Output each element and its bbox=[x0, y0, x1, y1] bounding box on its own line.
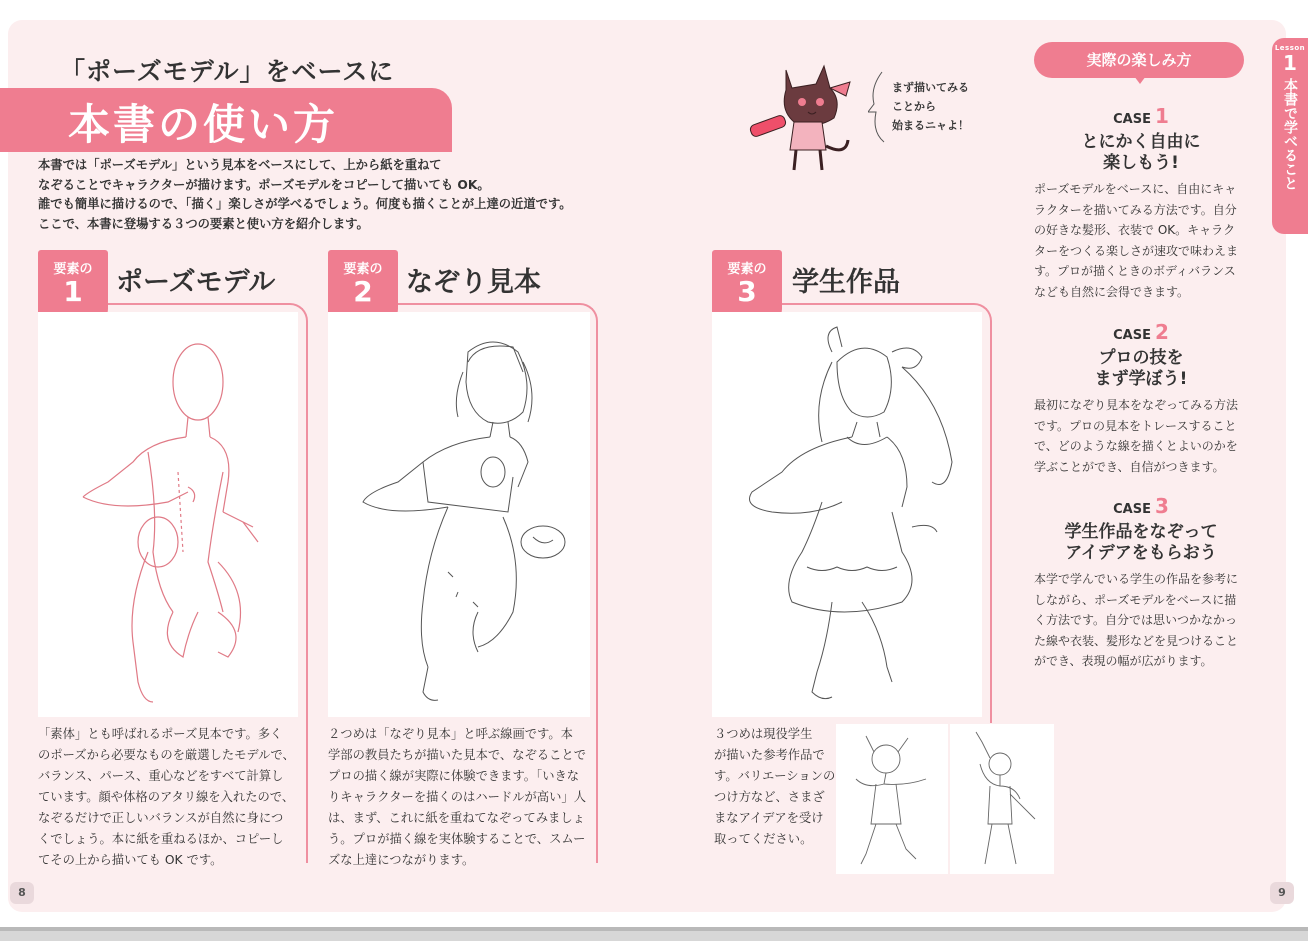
lesson-label: Lesson bbox=[1274, 44, 1306, 52]
intro-text bbox=[38, 156, 648, 234]
element-1-badge bbox=[38, 250, 108, 321]
case-body bbox=[1034, 569, 1248, 672]
caption-line: のポーズから必要なものを厳選したモデルで、 bbox=[38, 748, 295, 762]
lesson-number: 1 bbox=[1283, 51, 1297, 75]
case-body-line: の好きな髪形、衣装で OK。キャラク bbox=[1034, 223, 1236, 237]
case-body-line: ができ、表現の幅が広がります。 bbox=[1034, 654, 1213, 668]
case-body-line: 学ぶことができ、自信がつきます。 bbox=[1034, 459, 1225, 474]
case-label bbox=[1034, 494, 1248, 518]
case-heading bbox=[1034, 522, 1248, 564]
speech-line: 始まるニャよ！ bbox=[892, 119, 969, 132]
caption-line: りキャラクターを描くのはハードルが高い」人 bbox=[328, 790, 586, 804]
pose-model-illustration bbox=[38, 312, 298, 717]
speech-bubble-text bbox=[868, 68, 980, 146]
case-body-line: た線や衣装、髪形などを見つけること bbox=[1034, 633, 1239, 648]
element-3-title: 学生作品 bbox=[792, 267, 900, 298]
case-body-line: す。プロが描くときのボディバランス bbox=[1034, 264, 1236, 278]
tracing-sample-illustration bbox=[328, 312, 590, 717]
lesson-tab bbox=[1272, 38, 1308, 234]
case-heading bbox=[1034, 132, 1248, 174]
speech-line: まず描いてみる bbox=[892, 81, 969, 94]
case-label-text: CASE bbox=[1113, 328, 1151, 343]
caption-line: す。バリエーションの bbox=[714, 769, 836, 783]
cat-mascot-illustration bbox=[746, 60, 866, 178]
caption-line: う。プロが描く線を実体験することで、スムー bbox=[328, 832, 586, 846]
page-number-left: 8 bbox=[10, 882, 34, 904]
caption-line: バランス、パース、重心などをすべて計算し bbox=[38, 769, 284, 783]
caption-line: ズな上達につながります。 bbox=[328, 853, 475, 867]
element-1-title: ポーズモデル bbox=[116, 267, 276, 298]
caption-line: まなアイデアを受け bbox=[714, 811, 824, 825]
caption-line: 取ってください。 bbox=[714, 832, 813, 846]
element-badge-label: 要素の bbox=[727, 262, 767, 277]
speech-line: ことから bbox=[892, 100, 936, 113]
case-body-line: ポーズモデルをベースに、自由にキャ bbox=[1034, 182, 1237, 196]
caption-line: が描いた参考作品で bbox=[714, 748, 825, 762]
element-2-caption bbox=[328, 724, 586, 871]
case-body-line: ターをつくる楽しさが速攻で味わえま bbox=[1034, 243, 1239, 258]
caption-line: なぞるだけで正しいバランスが自然に身につ bbox=[38, 811, 284, 825]
case-heading-line: とにかく自由に bbox=[1081, 132, 1201, 152]
element-3-caption bbox=[714, 724, 835, 850]
case-number: 3 bbox=[1154, 494, 1169, 518]
case-body bbox=[1034, 179, 1248, 302]
case-body-line: く方法です。自分では思いつかなかっ bbox=[1034, 613, 1238, 627]
caption-line: は、まず、これに紙を重ねてなぞってみましょ bbox=[328, 811, 585, 825]
case-label-text: CASE bbox=[1113, 502, 1151, 517]
lesson-title: 本書で学べること bbox=[1282, 78, 1298, 190]
element-badge-number: 2 bbox=[353, 275, 373, 308]
caption-line: 学部の教員たちが描いた見本で、なぞることで bbox=[328, 748, 586, 762]
enjoy-heading: 実際の楽しみ方 bbox=[1034, 42, 1244, 78]
case-label-text: CASE bbox=[1113, 112, 1151, 127]
case-number: 1 bbox=[1154, 104, 1169, 128]
case-body-line: で、どのような線を描くとよいのかを bbox=[1034, 439, 1238, 453]
intro-line: なぞることでキャラクターが描けます。ポーズモデルをコピーして描いても OK。 bbox=[38, 177, 490, 192]
case-body-line: ラクターを描いてみる方法です。自分 bbox=[1034, 202, 1237, 217]
caption-line: プロの描く線が実際に体験できます。「いきな bbox=[328, 769, 580, 783]
case-label bbox=[1034, 104, 1248, 128]
element-badge-label: 要素の bbox=[343, 262, 383, 277]
caption-line: てその上から描いても OK です。 bbox=[38, 853, 223, 867]
case-3 bbox=[1034, 494, 1248, 672]
intro-line: 誰でも簡単に描けるので、「描く」楽しさが学べるでしょう。何度も描くことが上達の近道です。 bbox=[38, 197, 572, 211]
page-number-right: 9 bbox=[1270, 882, 1294, 904]
caption-line: ３つめは現役学生 bbox=[714, 727, 813, 741]
element-1-caption bbox=[38, 724, 295, 871]
student-work-thumbnail-2 bbox=[950, 724, 1054, 874]
caption-line: ２つめは「なぞり見本」と呼ぶ線画です。本 bbox=[328, 727, 573, 741]
case-body-line: なども自然に会得できます。 bbox=[1034, 284, 1190, 299]
case-1 bbox=[1034, 104, 1248, 302]
case-heading-line: プロの技を bbox=[1098, 348, 1184, 368]
element-3-badge bbox=[712, 250, 782, 321]
case-body-line: 最初になぞり見本をなぞってみる方法 bbox=[1034, 398, 1239, 412]
element-badge-number: 1 bbox=[63, 275, 83, 308]
case-body-line: 本学で学んでいる学生の作品を参考に bbox=[1034, 572, 1239, 586]
case-label bbox=[1034, 320, 1248, 344]
case-heading-line: 楽しもう! bbox=[1103, 153, 1179, 173]
case-body-line: しながら、ポーズモデルをベースに描 bbox=[1034, 592, 1237, 607]
case-heading-line: まず学ぼう! bbox=[1094, 369, 1188, 389]
caption-line: つけ方など、さまざ bbox=[714, 790, 825, 804]
caption-line: くでしょう。本に紙を重ねるほか、コピーし bbox=[38, 832, 284, 846]
intro-line: ここで、本書に登場する３つの要素と使い方を紹介します。 bbox=[38, 216, 369, 231]
caption-line: 「素体」とも呼ばれるポーズ見本です。多く bbox=[38, 727, 283, 741]
case-number: 2 bbox=[1154, 320, 1169, 344]
case-2 bbox=[1034, 320, 1248, 477]
case-heading-line: アイデアをもらおう bbox=[1065, 543, 1217, 563]
enjoy-heading-tail bbox=[1134, 76, 1146, 84]
element-2-badge bbox=[328, 250, 398, 321]
case-heading-line: 学生作品をなぞって bbox=[1064, 522, 1218, 542]
page-title: 本書の使い方 bbox=[68, 100, 339, 149]
caption-line: ています。顔や体格のアタリ線を入れたので、 bbox=[38, 790, 295, 804]
student-work-illustration bbox=[712, 312, 982, 717]
intro-line: 本書では「ポーズモデル」という見本をベースにして、上から紙を重ねて bbox=[38, 158, 442, 172]
element-badge-label: 要素の bbox=[53, 262, 93, 277]
page-subtitle: 「ポーズモデル」をベースに bbox=[60, 57, 395, 86]
bottom-rule bbox=[0, 927, 1308, 941]
case-body bbox=[1034, 395, 1248, 477]
element-badge-number: 3 bbox=[737, 275, 757, 308]
student-work-thumbnail-1 bbox=[836, 724, 948, 874]
case-body-line: です。プロの見本をトレースすること bbox=[1034, 418, 1237, 433]
case-heading bbox=[1034, 348, 1248, 390]
element-2-title: なぞり見本 bbox=[406, 267, 541, 298]
